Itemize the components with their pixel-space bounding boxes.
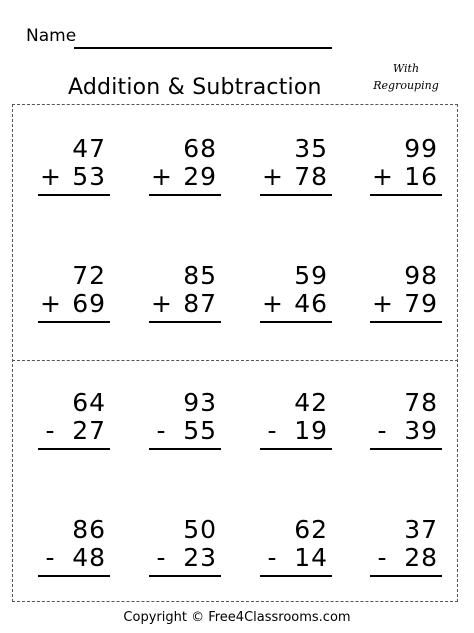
problem-top-number: 93	[183, 388, 217, 417]
problem-10	[147, 389, 223, 451]
problem-9	[36, 389, 112, 451]
answer-line	[370, 575, 442, 577]
problem-bottom-number: 28	[404, 543, 438, 572]
answer-line	[38, 194, 110, 196]
problem-15	[258, 516, 334, 578]
problem-top-number: 85	[183, 261, 217, 290]
problem-top-number: 98	[404, 261, 438, 290]
problem-bottom-number: 27	[72, 416, 106, 445]
copyright-footer: Copyright © Free4Classrooms.com	[123, 610, 351, 625]
answer-line	[370, 194, 442, 196]
worksheet-title: Addition & Subtraction	[68, 75, 322, 100]
problem-top-number: 42	[294, 388, 328, 417]
problem-bottom-number: 55	[183, 416, 217, 445]
problem-operator: -	[156, 416, 166, 445]
problem-7	[258, 262, 334, 324]
problem-3	[258, 135, 334, 197]
problem-5	[36, 262, 112, 324]
problem-top-number: 37	[404, 515, 438, 544]
answer-line	[260, 575, 332, 577]
problem-bottom-number: 53	[72, 162, 106, 191]
answer-line	[38, 448, 110, 450]
section-divider	[12, 360, 458, 361]
name-line	[74, 47, 332, 49]
answer-line	[370, 448, 442, 450]
problem-bottom-number: 19	[294, 416, 328, 445]
problem-13	[36, 516, 112, 578]
problem-operator: -	[267, 543, 277, 572]
problem-top-number: 86	[72, 515, 106, 544]
problem-operator: -	[267, 416, 277, 445]
problem-top-number: 68	[183, 134, 217, 163]
problem-bottom-number: 46	[294, 289, 328, 318]
problem-operator: -	[156, 543, 166, 572]
problem-6	[147, 262, 223, 324]
problem-operator: +	[151, 289, 172, 318]
answer-line	[38, 575, 110, 577]
problem-4	[368, 135, 444, 197]
subtitle-line-2: Regrouping	[373, 79, 439, 92]
problem-operator: +	[262, 289, 283, 318]
problem-operator: -	[45, 416, 55, 445]
problem-bottom-number: 87	[183, 289, 217, 318]
problem-top-number: 35	[294, 134, 328, 163]
problem-bottom-number: 39	[404, 416, 438, 445]
problem-top-number: 59	[294, 261, 328, 290]
problem-operator: +	[262, 162, 283, 191]
problem-bottom-number: 29	[183, 162, 217, 191]
problem-bottom-number: 16	[404, 162, 438, 191]
problem-top-number: 47	[72, 134, 106, 163]
problem-16	[368, 516, 444, 578]
name-label: Name	[26, 26, 77, 46]
answer-line	[38, 321, 110, 323]
problem-top-number: 99	[404, 134, 438, 163]
problem-operator: +	[40, 289, 61, 318]
answer-line	[149, 194, 221, 196]
problem-bottom-number: 79	[404, 289, 438, 318]
answer-line	[260, 448, 332, 450]
answer-line	[149, 321, 221, 323]
problem-1	[36, 135, 112, 197]
problem-operator: +	[372, 162, 393, 191]
problem-operator: -	[377, 416, 387, 445]
problem-operator: -	[377, 543, 387, 572]
problem-operator: +	[40, 162, 61, 191]
problem-bottom-number: 14	[294, 543, 328, 572]
problem-operator: +	[151, 162, 172, 191]
answer-line	[260, 194, 332, 196]
problem-top-number: 72	[72, 261, 106, 290]
problem-bottom-number: 23	[183, 543, 217, 572]
problem-8	[368, 262, 444, 324]
problem-bottom-number: 48	[72, 543, 106, 572]
problem-12	[368, 389, 444, 451]
subtitle-line-1: With	[392, 62, 420, 75]
problem-11	[258, 389, 334, 451]
worksheet-subtitle	[358, 60, 454, 94]
problem-top-number: 78	[404, 388, 438, 417]
problem-2	[147, 135, 223, 197]
problem-bottom-number: 78	[294, 162, 328, 191]
problem-top-number: 50	[183, 515, 217, 544]
problem-bottom-number: 69	[72, 289, 106, 318]
answer-line	[370, 321, 442, 323]
answer-line	[149, 575, 221, 577]
problem-top-number: 62	[294, 515, 328, 544]
problem-operator: +	[372, 289, 393, 318]
problem-operator: -	[45, 543, 55, 572]
problem-14	[147, 516, 223, 578]
problem-top-number: 64	[72, 388, 106, 417]
answer-line	[149, 448, 221, 450]
answer-line	[260, 321, 332, 323]
